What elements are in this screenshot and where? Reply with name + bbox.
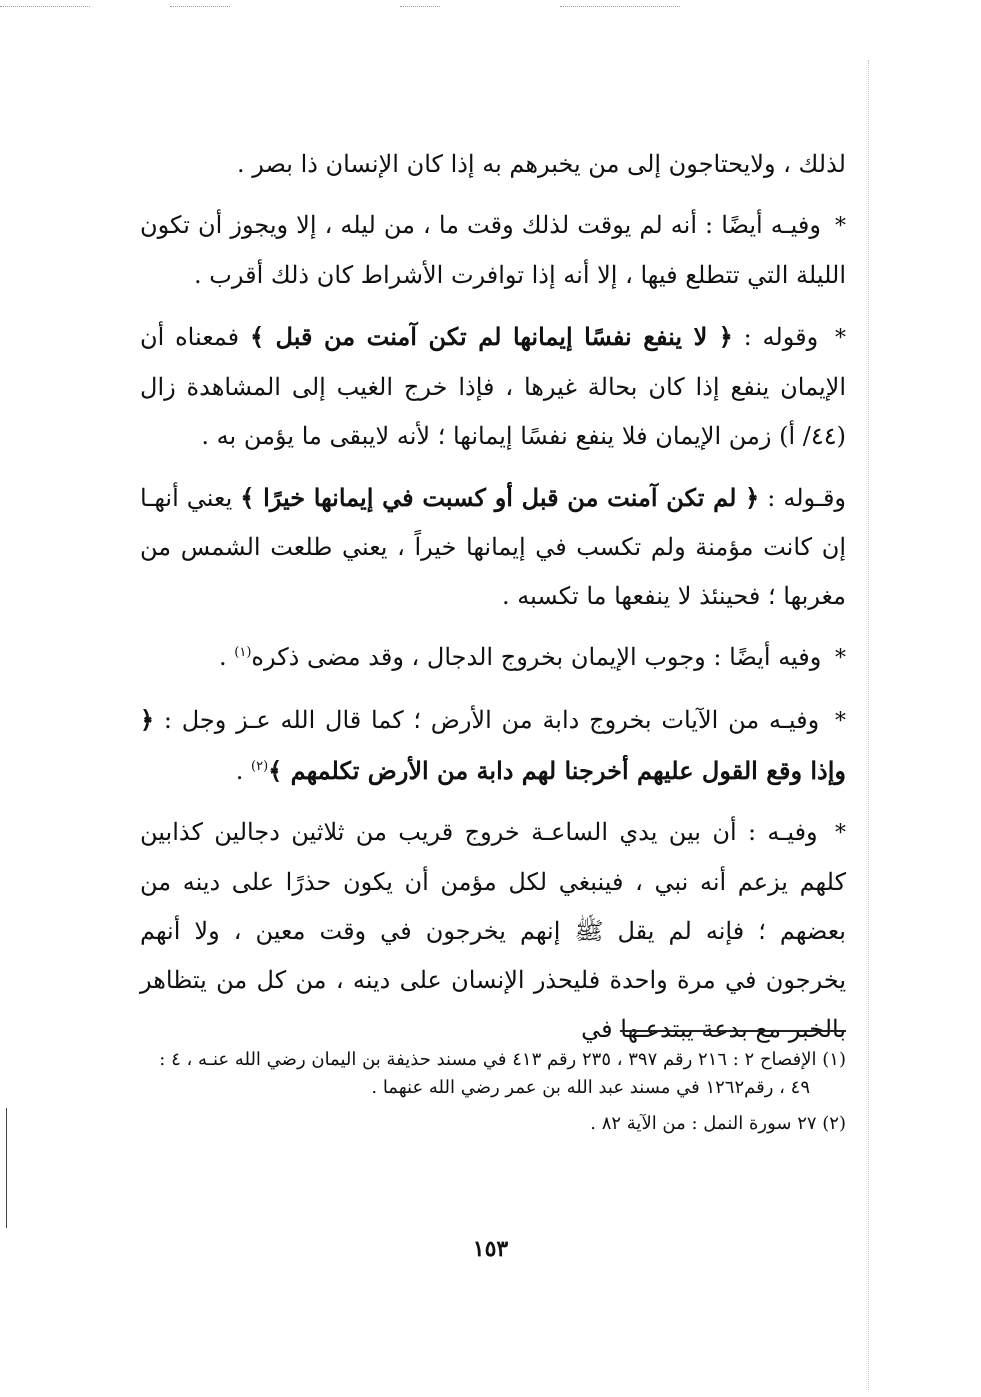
paragraph-text: لذلك ، ولايحتاجون إلى من يخبرهم به إذا كان الإنسان ذا بصر .	[236, 150, 846, 178]
paragraph-4	[140, 473, 846, 621]
footnote-text: ٢٧ سورة النمل : من الآية ٨٢ .	[590, 1113, 817, 1134]
asterisk-marker: *	[835, 821, 846, 846]
footnotes	[140, 1046, 846, 1146]
quran-verse: ﴿ وإذا وقع القول عليهم أخرجنا لهم دابة من الأرض تكلمهم ﴾	[140, 705, 846, 785]
paragraph-lead: وقوله :	[743, 323, 819, 351]
quran-verse: ﴿ لم تكن آمنت من قبل أو كسبت في إيمانها خيرًا ﴾	[240, 483, 760, 512]
paragraph-2	[140, 201, 846, 300]
paragraph-text: يعني أنهـا إن كانت مؤمنة ولم تكسب في إيمانها خيراً ، يعني طلعت الشمس من مغربها ؛ فحينئذ لا ينفعها ما تكسبه .	[140, 484, 846, 610]
paragraph-lead: وقـوله :	[767, 484, 847, 512]
paragraph-6	[140, 695, 846, 796]
paragraph-3	[140, 312, 846, 461]
scan-artifact-top-right	[560, 6, 680, 7]
scan-artifact-left-edge	[6, 1108, 7, 1228]
scan-artifact-right-edge	[868, 60, 869, 1390]
paragraph-lead: وفيـه من الآيات بخروج دابة من الأرض ؛ كما قال الله عـز وجل :	[163, 706, 820, 734]
scan-artifact-top-center	[400, 6, 440, 7]
asterisk-marker: *	[835, 326, 847, 351]
footnote-marker: (١)	[822, 1049, 846, 1070]
footnote-text: الإفصاح ٢ : ٢١٦ رقم ٣٩٧ ، ٢٣٥ رقم ٤١٣ في مسند حذيفة بن اليمان رضي الله عنـه ، ٤ :	[159, 1049, 817, 1070]
paragraph-text: وفيه أيضًا : وجوب الإيمان بخروج الدجال ، وقد مضى ذكره	[251, 643, 822, 671]
footnote-separator	[620, 1030, 846, 1032]
asterisk-marker: *	[835, 646, 846, 671]
paragraph-text: فمعناه أن الإيمان ينفع إذا كان بحالة غيرها ، فإذا خرج الغيب إلى المشاهدة زال (٤٤/ أ) زمن الإيمان فلا ينفع نفسًا إيمانها ؛ لأنه لايبقى ما يؤمن به .	[140, 323, 846, 450]
paragraph-1	[140, 140, 846, 189]
paragraph-7	[140, 808, 846, 1054]
paragraph-tail: .	[235, 757, 252, 785]
footnote-continuation: ٤٩ ، رقم١٢٦٢ في مسند عبد الله بن عمر رضي الله عنهما .	[371, 1077, 810, 1098]
footnote-2	[140, 1110, 846, 1138]
main-text	[140, 140, 846, 1066]
footnote-ref-2[interactable]: (٢)	[251, 759, 269, 774]
scan-artifact-top-left	[0, 6, 90, 7]
page-number: ١٥٣	[472, 1236, 509, 1262]
asterisk-marker: *	[835, 214, 846, 239]
paragraph-text: وفيـه : أن بين يدي الساعـة خروج قريب من ثلاثين دجالين كذابين كلهم يزعم أنه نبي ، فينبغي لكل مؤمن أن يكون حذرًا على دينه من بعضهم ؛ فإنه لم يقل ﷺ إنهم يخرجون في وقت معين ، ولا أنهم يخرجون في مرة واحدة فليحذر الإنسان على دينه ، من كل من يتظاهر بالخبر مع بدعة يبتدعـها في	[140, 818, 846, 1043]
paragraph-tail: .	[219, 643, 235, 671]
footnote-ref-1[interactable]: (١)	[234, 645, 252, 660]
footnote-1	[140, 1046, 846, 1102]
scan-artifact-top-mid	[170, 6, 230, 7]
quran-verse: ﴿ لا ينفع نفسًا إيمانها لم تكن آمنت من قبل ﴾	[249, 322, 733, 351]
footnote-marker: (٢)	[822, 1113, 846, 1134]
asterisk-marker: *	[835, 709, 846, 734]
paragraph-5	[140, 633, 846, 683]
paragraph-text: وفيـه أيضًا : أنه لم يوقت لذلك وقت ما ، من ليله ، إلا ويجوز أن تكون الليلة التي تتطلع فيها ، إلا أنه إذا توافرت الأشراط كان ذلك أقرب .	[140, 211, 846, 289]
